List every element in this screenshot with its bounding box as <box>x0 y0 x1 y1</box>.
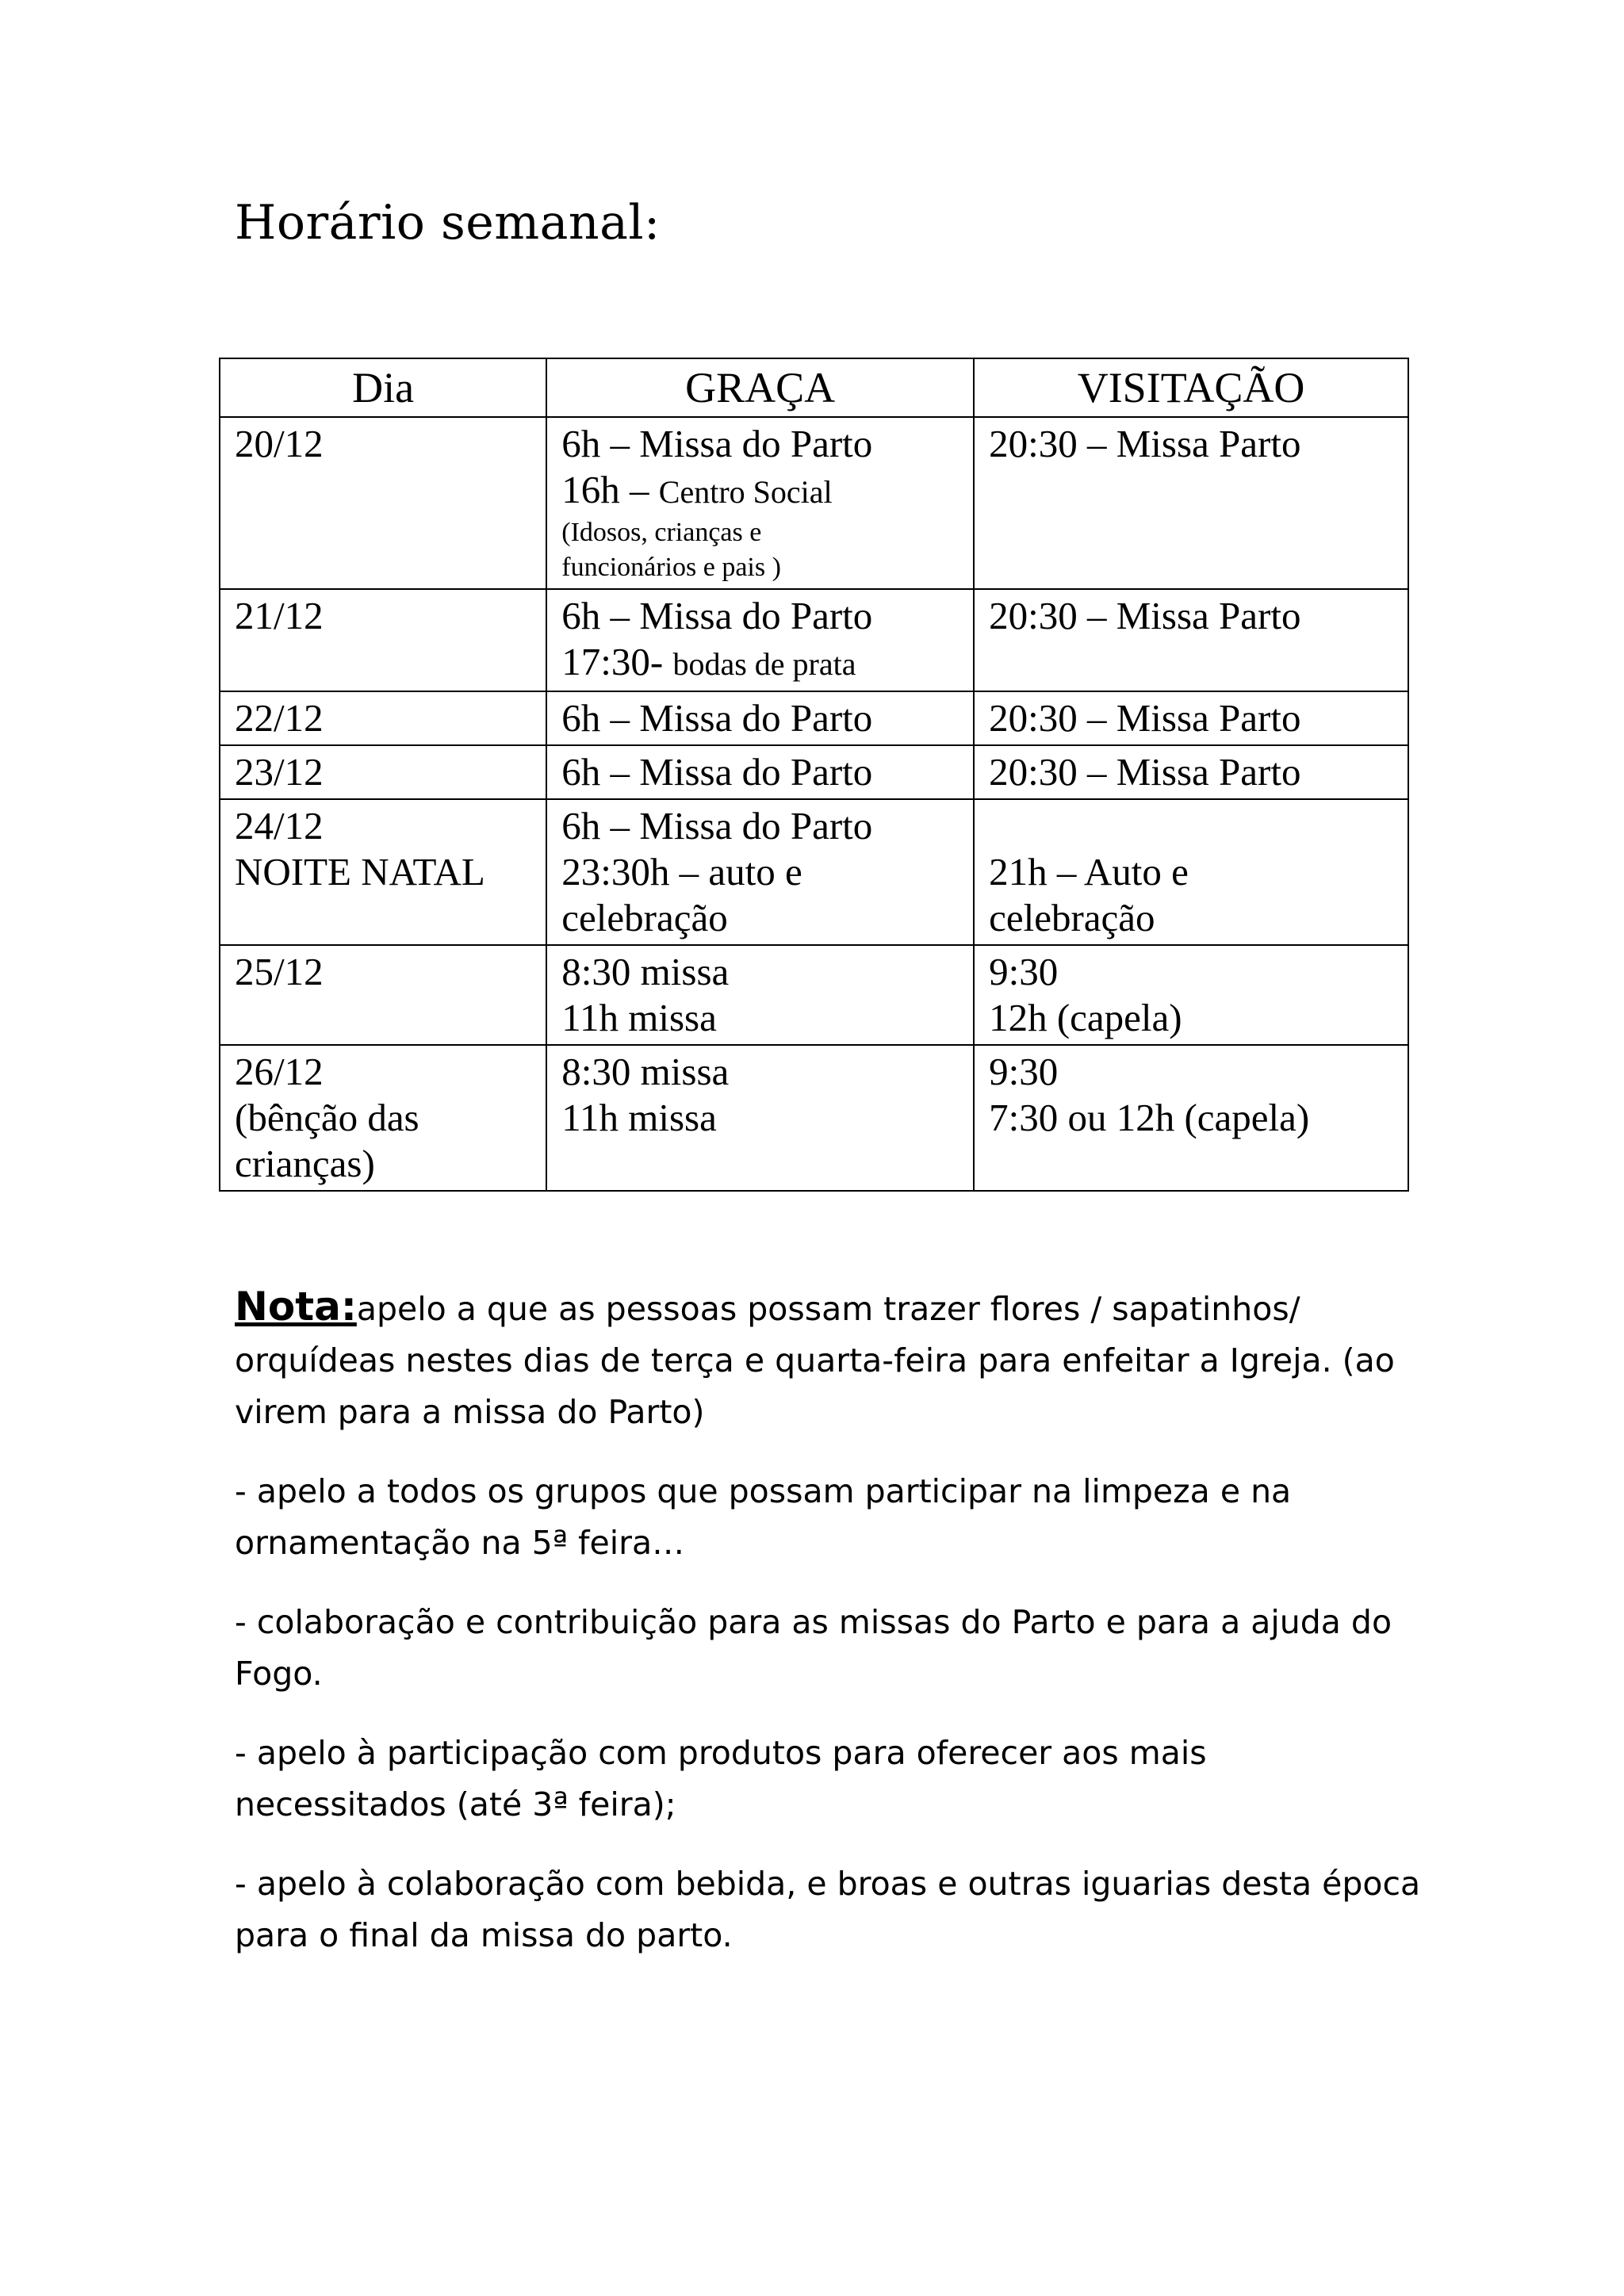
cell-line: 21/12 <box>235 594 324 637</box>
cell-line: 22/12 <box>235 696 324 740</box>
cell-line <box>561 467 959 515</box>
cell-line-text: 6h – Missa do Parto <box>561 594 873 637</box>
cell-line-text: 8:30 missa <box>561 1050 730 1093</box>
table-row <box>220 691 1408 745</box>
cell-line <box>561 593 959 639</box>
page-title: Horário semanal: <box>235 195 661 251</box>
cell-dia <box>220 417 546 589</box>
cell-line: 20:30 – Missa Parto <box>989 696 1301 740</box>
schedule-table <box>219 358 1409 1192</box>
cell-line-text: 6h – Missa do Parto <box>561 804 873 848</box>
cell-line: 21h – Auto e <box>989 850 1189 894</box>
cell-line-text: 11h missa <box>561 1096 717 1139</box>
table-row <box>220 745 1408 799</box>
table-row <box>220 589 1408 691</box>
cell-graca <box>546 745 974 799</box>
cell-dia <box>220 745 546 799</box>
note-first-text: apelo a que as pessoas possam trazer flores / sapatinhos/ orquídeas nestes dias de terça e quarta-feira para enfeitar a Igreja. (ao virem para a missa do Parto) <box>235 1290 1395 1431</box>
cell-line-text: 16h – <box>561 468 659 511</box>
header-visitacao: VISITAÇÃO <box>974 358 1408 417</box>
table-row <box>220 417 1408 589</box>
note-first-paragraph <box>235 1281 1424 1438</box>
cell-line-text: 6h – Missa do Parto <box>561 422 873 465</box>
table-row <box>220 1045 1408 1191</box>
cell-line-subtext: Centro Social <box>658 474 833 510</box>
cell-line: 23/12 <box>235 750 324 794</box>
cell-line: 20:30 – Missa Parto <box>989 422 1301 465</box>
cell-line <box>561 895 959 941</box>
table-row <box>220 799 1408 945</box>
cell-line-text: 11h missa <box>561 996 717 1039</box>
cell-visitacao <box>974 745 1408 799</box>
cell-dia <box>220 1045 546 1191</box>
cell-graca <box>546 945 974 1045</box>
cell-line: (bênção das <box>235 1096 419 1139</box>
cell-line <box>561 550 959 585</box>
cell-line: 25/12 <box>235 950 324 993</box>
note-item: - apelo à participação com produtos para oferecer aos mais necessitados (até 3ª feira); <box>235 1734 1207 1823</box>
cell-line: 26/12 <box>235 1050 324 1093</box>
cell-line: 12h (capela) <box>989 996 1182 1039</box>
cell-dia <box>220 691 546 745</box>
cell-line <box>561 1095 959 1141</box>
cell-dia <box>220 945 546 1045</box>
cell-visitacao <box>974 589 1408 691</box>
cell-graca <box>546 417 974 589</box>
cell-line: 9:30 <box>989 950 1059 993</box>
cell-line-text: 6h – Missa do Parto <box>561 696 873 740</box>
schedule-body <box>220 417 1408 1191</box>
cell-line-text: funcionários e pais ) <box>561 553 781 582</box>
cell-line <box>561 1049 959 1095</box>
cell-line: 20:30 – Missa Parto <box>989 750 1301 794</box>
cell-line: 20:30 – Missa Parto <box>989 594 1301 637</box>
header-graca: GRAÇA <box>546 358 974 417</box>
cell-visitacao <box>974 945 1408 1045</box>
cell-line-text: 8:30 missa <box>561 950 730 993</box>
cell-line: celebração <box>989 896 1155 939</box>
cell-line <box>989 803 1393 849</box>
cell-line: crianças) <box>235 1142 375 1185</box>
cell-visitacao <box>974 691 1408 745</box>
cell-line-text: (Idosos, crianças e <box>561 518 762 547</box>
cell-visitacao <box>974 417 1408 589</box>
cell-line <box>561 695 959 741</box>
cell-line <box>561 749 959 795</box>
cell-line <box>561 639 959 687</box>
cell-line <box>561 421 959 467</box>
cell-line-text: 6h – Missa do Parto <box>561 750 873 794</box>
cell-graca <box>546 589 974 691</box>
cell-line-text: celebração <box>561 896 728 939</box>
cell-graca <box>546 691 974 745</box>
note-label: Nota: <box>235 1284 357 1330</box>
cell-line <box>561 515 959 550</box>
cell-line <box>561 849 959 895</box>
cell-line: 9:30 <box>989 1050 1059 1093</box>
cell-line-text: 23:30h – auto e <box>561 850 802 894</box>
cell-line-text: 17:30- <box>561 640 673 683</box>
cell-line: 24/12 <box>235 804 324 848</box>
cell-graca <box>546 799 974 945</box>
cell-line: 20/12 <box>235 422 324 465</box>
cell-line <box>561 949 959 995</box>
table-header-row <box>220 358 1408 417</box>
note-item: - apelo à colaboração com bebida, e broas e outras iguarias desta época para o final da missa do parto. <box>235 1865 1421 1954</box>
cell-visitacao <box>974 1045 1408 1191</box>
cell-graca <box>546 1045 974 1191</box>
table-row <box>220 945 1408 1045</box>
note-item: - colaboração e contribuição para as missas do Parto e para a ajuda do Fogo. <box>235 1603 1392 1693</box>
cell-line <box>561 803 959 849</box>
cell-line: NOITE NATAL <box>235 850 485 894</box>
notes-section <box>235 1281 1424 1989</box>
header-dia: Dia <box>220 358 546 417</box>
cell-dia <box>220 799 546 945</box>
cell-line <box>561 995 959 1041</box>
cell-line-subtext: bodas de prata <box>672 646 856 682</box>
cell-line: 7:30 ou 12h (capela) <box>989 1096 1310 1139</box>
cell-visitacao <box>974 799 1408 945</box>
cell-dia <box>220 589 546 691</box>
note-item: - apelo a todos os grupos que possam participar na limpeza e na ornamentação na 5ª feira… <box>235 1472 1292 1562</box>
